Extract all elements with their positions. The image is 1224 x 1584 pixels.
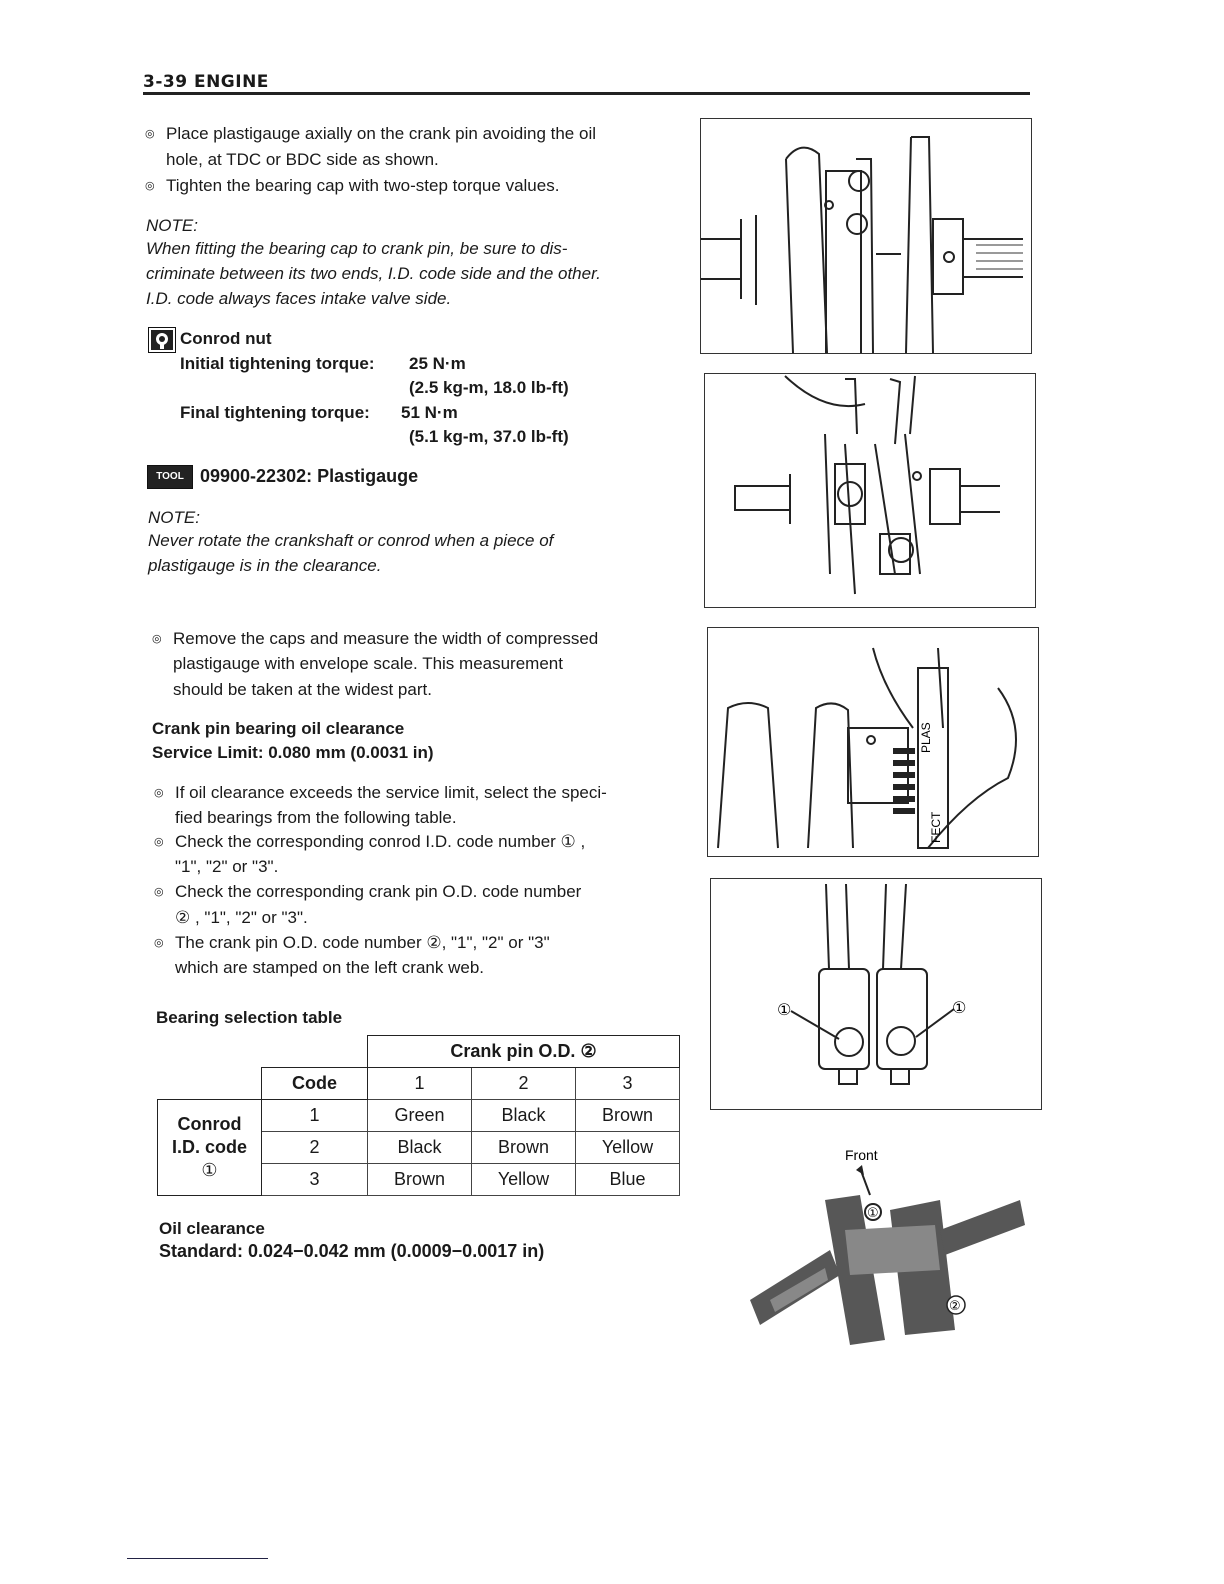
photo-callout-2: ② <box>949 1299 961 1314</box>
row-group-line-1: Conrod <box>177 1114 242 1134</box>
note1-line-3: I.D. code always faces intake valve side. <box>146 289 452 308</box>
row-group-label <box>158 1100 262 1196</box>
table-cell: Yellow <box>472 1164 576 1196</box>
tool-icon: TOOL <box>147 465 193 489</box>
photo-callout-1: ① <box>867 1206 879 1221</box>
selection-bullet-2-cont: "1", "2" or "3". <box>175 857 279 876</box>
selection-bullet-1-cont: fied bearings from the following table. <box>175 808 457 827</box>
table-cell: Black <box>368 1132 472 1164</box>
note1-line-2: criminate between its two ends, I.D. code side and the other. <box>146 264 601 283</box>
header-rule <box>143 92 1030 95</box>
torque-final-alt: (5.1 kg-m, 37.0 lb-ft) <box>409 427 569 446</box>
note1-label: NOTE: <box>146 216 198 235</box>
measure-bullet: ◎ Remove the caps and measure the width of compressed <box>173 626 598 652</box>
selection-bullet-3-cont: ② , "1", "2" or "3". <box>175 908 308 927</box>
row-group-line-3: ① <box>201 1160 218 1180</box>
clearance-limit: Service Limit: 0.080 mm (0.0031 in) <box>152 743 434 762</box>
scale-text-1: PLAS <box>919 722 933 753</box>
clearance-title: Crank pin bearing oil clearance <box>152 719 405 738</box>
table-cell: Brown <box>368 1164 472 1196</box>
front-arrow-head <box>856 1165 864 1175</box>
figure-crankshaft-codes <box>740 1140 1040 1360</box>
row-code-2: 2 <box>262 1132 368 1164</box>
intro-bullet-2: ◎ Tighten the bearing cap with two-step torque values. <box>166 173 559 199</box>
col-code-3: 3 <box>576 1068 680 1100</box>
selection-bullet-1: ◎ If oil clearance exceeds the service limit, select the speci- <box>175 780 607 806</box>
tool-spec: 09900-22302: Plastigauge <box>200 466 419 486</box>
selection-bullet-4-cont: which are stamped on the left crank web. <box>175 958 484 977</box>
figure-plastigauge-placement <box>700 118 1032 354</box>
conrod-callout-left: ① <box>777 1000 792 1019</box>
table-cell: Black <box>472 1100 576 1132</box>
crankshaft-diagram-1 <box>701 119 1031 353</box>
col-code-1: 1 <box>368 1068 472 1100</box>
intro-bullet-1: ◎ Place plastigauge axially on the crank pin avoiding the oil <box>166 121 596 147</box>
note1-line-1: When fitting the bearing cap to crank pin, be sure to dis- <box>146 239 568 258</box>
crankshaft-photo <box>740 1140 1040 1360</box>
torque-initial-value: 25 N·m <box>409 354 466 373</box>
page-title: 3-39 ENGINE <box>143 72 269 92</box>
selection-bullet-4: ◎ The crank pin O.D. code number ②, "1", "2" or "3" <box>175 930 550 956</box>
figure-envelope-scale <box>707 627 1039 857</box>
oil-clearance-title: Oil clearance <box>159 1219 265 1238</box>
selection-bullet-2: ◎ Check the corresponding conrod I.D. code number ① , <box>175 829 585 855</box>
measurement-diagram <box>708 628 1038 856</box>
code-header: Code <box>262 1068 368 1100</box>
crankshaft-diagram-2 <box>705 374 1035 607</box>
torque-initial-alt: (2.5 kg-m, 18.0 lb-ft) <box>409 378 569 397</box>
oil-clearance-standard: Standard: 0.024−0.042 mm (0.0009−0.0017 in) <box>159 1241 545 1261</box>
table-cell: Green <box>368 1100 472 1132</box>
measure-bullet-cont-1: plastigauge with envelope scale. This measurement <box>173 654 563 673</box>
figure-tightening-caps <box>704 373 1036 608</box>
bearing-selection-table <box>157 1035 680 1196</box>
col-code-2: 2 <box>472 1068 576 1100</box>
table-cell: Brown <box>576 1100 680 1132</box>
row-code-3: 3 <box>262 1164 368 1196</box>
note2-label: NOTE: <box>148 508 200 527</box>
crank-pin-od-header: Crank pin O.D. ② <box>368 1036 680 1068</box>
torque-initial-label: Initial tightening torque: <box>180 354 375 373</box>
scale-text-2: FECT <box>929 811 943 843</box>
footer-rule <box>127 1558 268 1559</box>
note2-line-1: Never rotate the crankshaft or conrod when a piece of <box>148 531 554 550</box>
row-code-1: 1 <box>262 1100 368 1132</box>
conrod-diagram <box>711 879 1041 1109</box>
table-cell: Brown <box>472 1132 576 1164</box>
table-cell: Blue <box>576 1164 680 1196</box>
measure-bullet-cont-2: should be taken at the widest part. <box>173 680 432 699</box>
note2-line-2: plastigauge is in the clearance. <box>148 556 382 575</box>
torque-final-value: 51 N·m <box>401 403 458 422</box>
front-label: Front <box>845 1147 878 1163</box>
torque-title: Conrod nut <box>180 329 272 348</box>
table-title: Bearing selection table <box>156 1008 343 1027</box>
table-cell: Yellow <box>576 1132 680 1164</box>
torque-final-label: Final tightening torque: <box>180 403 370 422</box>
selection-bullet-3: ◎ Check the corresponding crank pin O.D. code number <box>175 879 581 905</box>
conrod-callout-right: ① <box>952 998 967 1017</box>
intro-bullet-1-cont: hole, at TDC or BDC side as shown. <box>166 150 439 169</box>
row-group-line-2: I.D. code <box>171 1137 247 1157</box>
torque-wrench-icon <box>148 327 176 353</box>
figure-conrod-id-codes <box>710 878 1042 1110</box>
